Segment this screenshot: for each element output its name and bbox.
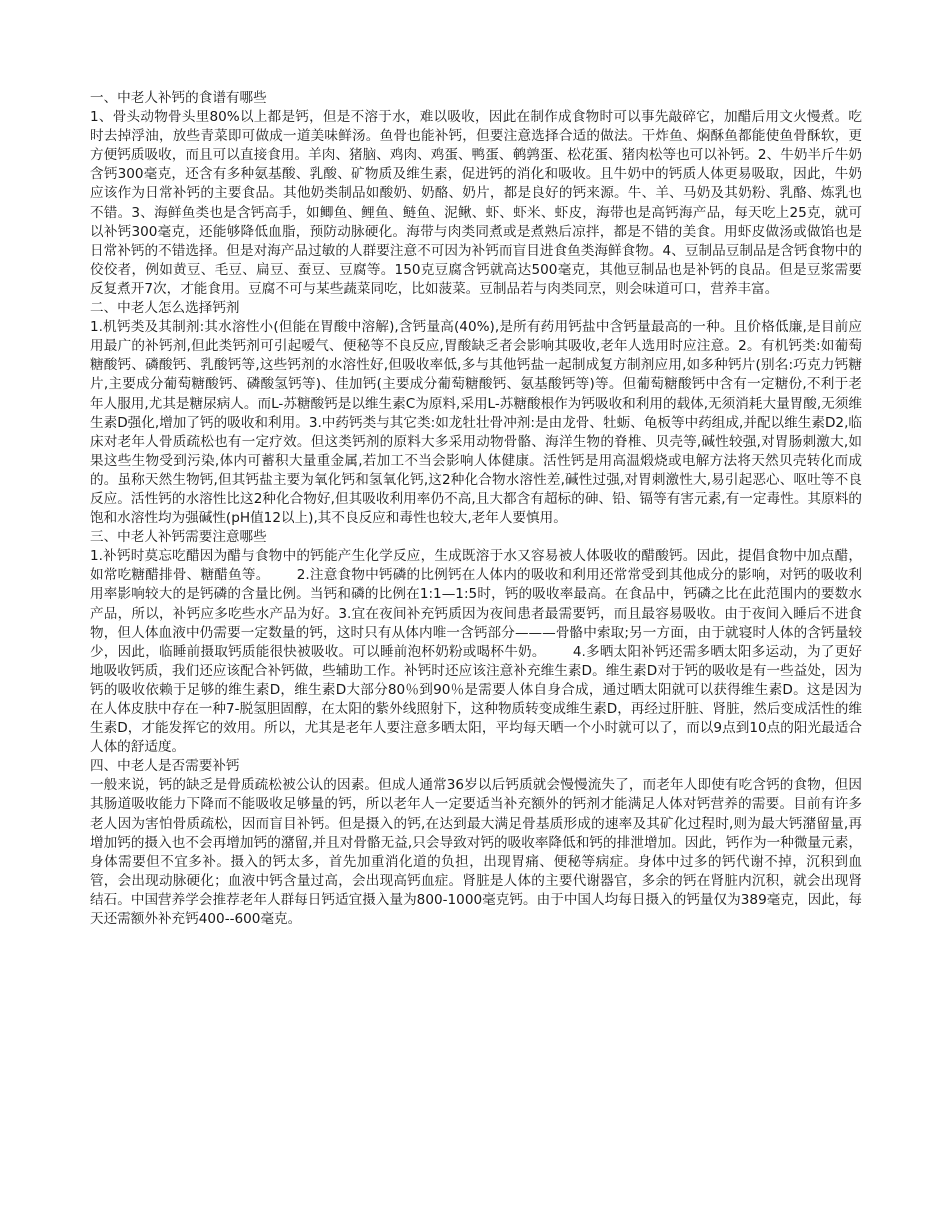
- section-3-body: 1.补钙时莫忘吃醋因为醋与食物中的钙能产生化学反应，生成既溶于水又容易被人体吸收的醋酸钙。因此，提倡食物中加点醋，如常吃糖醋排骨、糖醋鱼等。 2.注意食物中钙磷的比例钙在人体内的吸收和利用还常常受到其他成分的影响，对钙的吸收利用率影响较大的是钙磷的含量比例。当钙和磷的比例在1:1—1:5时，钙的吸收率最高。在食品中，钙磷之比在此范围内的要数水产品，所以，补钙应多吃些水产品为好。3.宜在夜间补充钙质因为夜间患者最需要钙，而且最容易吸收。由于夜间入睡后不进食物，但人体血液中仍需要一定数量的钙，这时只有从体内唯一含钙部分———骨骼中索取;另一方面，由于就寝时人体的含钙量较少，因此，临睡前摄取钙质能很快被吸收。可以睡前泡杯奶粉或喝杯牛奶。 4.多晒太阳补钙还需多晒太阳多运动，为了更好地吸收钙质，我们还应该配合补钙做，些辅助工作。补钙时还应该注意补充维生素D。维生素D对于钙的吸收是有一些益处，因为钙的吸收依赖于足够的维生素D，维生素D大部分80％到90％是需要人体自身合成，通过晒太阳就可以获得维生素D。这是因为在人体皮肤中存在一种7-脱氢胆固醇，在太阳的紫外线照射下，这种物质转变成维生素D，再经过肝脏、肾脏，然后变成活性的维生素D，才能发挥它的效用。所以，尤其是老年人要注意多晒太阳，平均每天晒一个小时就可以了，而以9点到10点的阳光最适合人体的舒适度。: [90, 548, 862, 756]
- section-4-body: 一般来说，钙的缺乏是骨质疏松被公认的因素。但成人通常36岁以后钙质就会慢慢流失了，而老年人即使有吃含钙的食物，但因其肠道吸收能力下降而不能吸收足够量的钙，所以老年人一定要适当补充额外的钙剂才能满足人体对钙营养的需要。目前有许多老人因为害怕骨质疏松，因而盲目补钙。但是摄入的钙,在达到最大满足骨基质形成的速率及其矿化过程时,则为最大钙潴留量,再增加钙的摄入也不会再增加钙的潴留,并且对骨骼无益,只会导致对钙的吸收率降低和钙的排泄增加。因此，钙作为一种微量元素，身体需要但不宜多补。摄入的钙太多，首先加重消化道的负担，出现胃痛、便秘等病症。身体中过多的钙代谢不掉，沉积到血管，会出现动脉硬化；血液中钙含量过高，会出现高钙血症。肾脏是人体的主要代谢器官，多余的钙在肾脏内沉积，就会出现肾结石。中国营养学会推荐老年人群每日钙适宜摄入量为800-1000毫克钙。由于中国人均每日摄入的钙量仅为389毫克，因此，每天还需额外补充钙400--600毫克。: [90, 777, 862, 928]
- section-3-heading: 三、中老人补钙需要注意哪些: [90, 529, 267, 546]
- section-4-heading: 四、中老人是否需要补钙: [90, 758, 240, 775]
- section-2-body: 1.机钙类及其制剂:其水溶性小(但能在胃酸中溶解),含钙量高(40%),是所有药用钙盐中含钙量最高的一种。且价格低廉,是目前应用最广的补钙剂,但此类钙剂可引起嗳气、便秘等不良反应,胃酸缺乏者会影响其吸收,老年人选用时应注意。2。有机钙类:如葡萄糖酸钙、磷酸钙、乳酸钙等,这些钙剂的水溶性好,但吸收率低,多与其他钙盐一起制成复方制剂应用,如多种钙片(别名:巧克力钙糖片,主要成分葡萄糖酸钙、磷酸氢钙等)、佳加钙(主要成分葡萄糖酸钙、氨基酸钙等)等。但葡萄糖酸钙中含有一定糖份,不利于老年人服用,尤其是糖尿病人。而L-苏糖酸钙是以维生素C为原料,采用L-苏糖酸根作为钙吸收和利用的载体,无须消耗大量胃酸,无须维生素D强化,增加了钙的吸收和利用。3.中药钙类与其它类:如龙牡壮骨冲剂:是由龙骨、牡蛎、龟板等中药组成,并配以维生素D2,临床对老年人骨质疏松也有一定疗效。但这类钙剂的原料大多采用动物骨骼、海洋生物的脊椎、贝壳等,碱性较强,对胃肠刺激大,如果这些生物受到污染,体内可蓄积大量重金属,若加工不当会影响人体健康。活性钙是用高温煅烧或电解方法将天然贝壳转化而成的。虽称天然生物钙,但其钙盐主要为氧化钙和氢氧化钙,这2种化合物水溶性差,碱性过强,对胃刺激性大,易引起恶心、呕吐等不良反应。活性钙的水溶性比这2种化合物好,但其吸收利用率仍不高,且大都含有超标的砷、铅、镉等有害元素,有一定毒性。其原料的饱和水溶性均为强碱性(pH值12以上),其不良反应和毒性也较大,老年人要慎用。: [90, 319, 862, 527]
- section-1-heading: 一、中老人补钙的食谱有哪些: [90, 90, 267, 106]
- section-1-body: 1、骨头动物骨头里80%以上都是钙，但是不溶于水，难以吸收，因此在制作成食物时可以事先敲碎它，加醋后用文火慢煮。吃时去掉浮油，放些青菜即可做成一道美味鲜汤。鱼骨也能补钙，但要注意选择合适的做法。干炸鱼、焖酥鱼都能使鱼骨酥软，更方便钙质吸收，而且可以直接食用。羊肉、猪脑、鸡肉、鸡蛋、鸭蛋、鹌鹑蛋、松花蛋、猪肉松等也可以补钙。2、牛奶半斤牛奶含钙300毫克，还含有多种氨基酸、乳酸、矿物质及维生素，促进钙的消化和吸收。且牛奶中的钙质人体更易吸取，因此，牛奶应该作为日常补钙的主要食品。其他奶类制品如酸奶、奶酪、奶片，都是良好的钙来源。牛、羊、马奶及其奶粉、乳酪、炼乳也不错。3、海鲜鱼类也是含钙高手，如鲫鱼、鲤鱼、鲢鱼、泥鳅、虾、虾米、虾皮，海带也是高钙海产品，每天吃上25克，就可以补钙300毫克，还能够降低血脂，预防动脉硬化。海带与肉类同煮或是煮熟后凉拌，都是不错的美食。用虾皮做汤或做馅也是日常补钙的不错选择。但是对海产品过敏的人群要注意不可因为补钙而盲目进食鱼类海鲜食物。4、豆制品豆制品是含钙食物中的佼佼者，例如黄豆、毛豆、扁豆、蚕豆、豆腐等。150克豆腐含钙就高达500毫克，其他豆制品也是补钙的良品。但是豆浆需要反复煮开7次，才能食用。豆腐不可与某些蔬菜同吃，比如菠菜。豆制品若与肉类同烹，则会味道可口，营养丰富。: [90, 109, 862, 297]
- document-page: [90, 89, 862, 929]
- section-2-heading: 二、中老人怎么选择钙剂: [90, 300, 240, 317]
